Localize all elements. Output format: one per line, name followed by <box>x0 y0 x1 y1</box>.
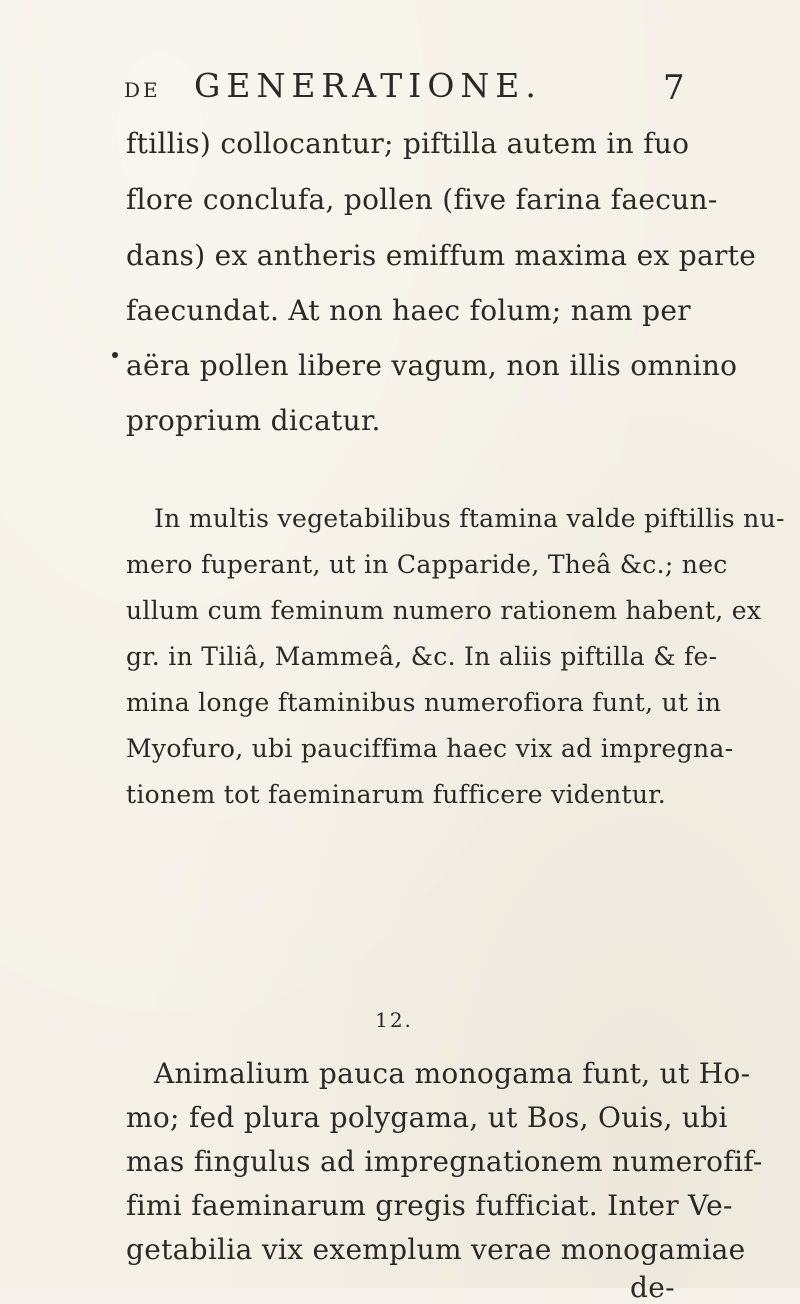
text-line: gr. in Tiliâ, Mammeâ, &c. In aliis piftilla & fe- <box>126 642 718 671</box>
text-line: In multis vegetabilibus ftamina valde piftillis nu- <box>154 504 785 533</box>
text-line: mina longe ftaminibus numerofiora funt, ut in <box>126 688 722 717</box>
text-line: fimi faeminarum gregis fufficiat. Inter Ve- <box>126 1189 733 1222</box>
text-line: aëra pollen libere vagum, non illis omnino <box>126 349 738 382</box>
text-line: mero fuperant, ut in Capparide, Theâ &c.; nec <box>126 550 728 579</box>
paragraph-1 <box>126 127 757 450</box>
text-line: mo; fed plura polygama, ut Bos, Ouis, ubi <box>126 1101 728 1134</box>
text-line: getabilia vix exemplum verae monogamiae <box>126 1233 746 1266</box>
text-line: mas fingulus ad impregnationem numerofif- <box>126 1145 763 1178</box>
text-line: proprium dicatur. <box>126 404 381 437</box>
page-number: 7 <box>663 68 685 108</box>
paragraph-2 <box>126 504 785 809</box>
text-line: ullum cum feminum numero rationem habent, ex <box>126 596 762 625</box>
text-line: ftillis) collocantur; piftilla autem in fuo <box>126 127 690 160</box>
header-title: GENERATIONE. <box>194 66 542 105</box>
text-line: tionem tot faeminarum fufficere videntur. <box>126 780 667 809</box>
section-number <box>0 1008 800 1032</box>
text-line: faecundat. At non haec folum; nam per <box>126 294 691 327</box>
running-header <box>0 66 800 116</box>
margin-mark <box>112 352 118 358</box>
text-line: Myofuro, ubi pauciffima haec vix ad impregna- <box>126 734 734 763</box>
text-line: dans) ex antheris emiffum maxima ex parte <box>126 239 757 272</box>
header-prefix: DE <box>124 78 161 102</box>
paragraph-3 <box>126 1057 763 1304</box>
text-line: Animalium pauca monogama funt, ut Ho- <box>154 1057 751 1090</box>
section-number-text: 12. <box>375 1008 413 1032</box>
text-line: de- <box>630 1271 675 1304</box>
text-line: flore conclufa, pollen (five farina faecun- <box>126 183 718 216</box>
